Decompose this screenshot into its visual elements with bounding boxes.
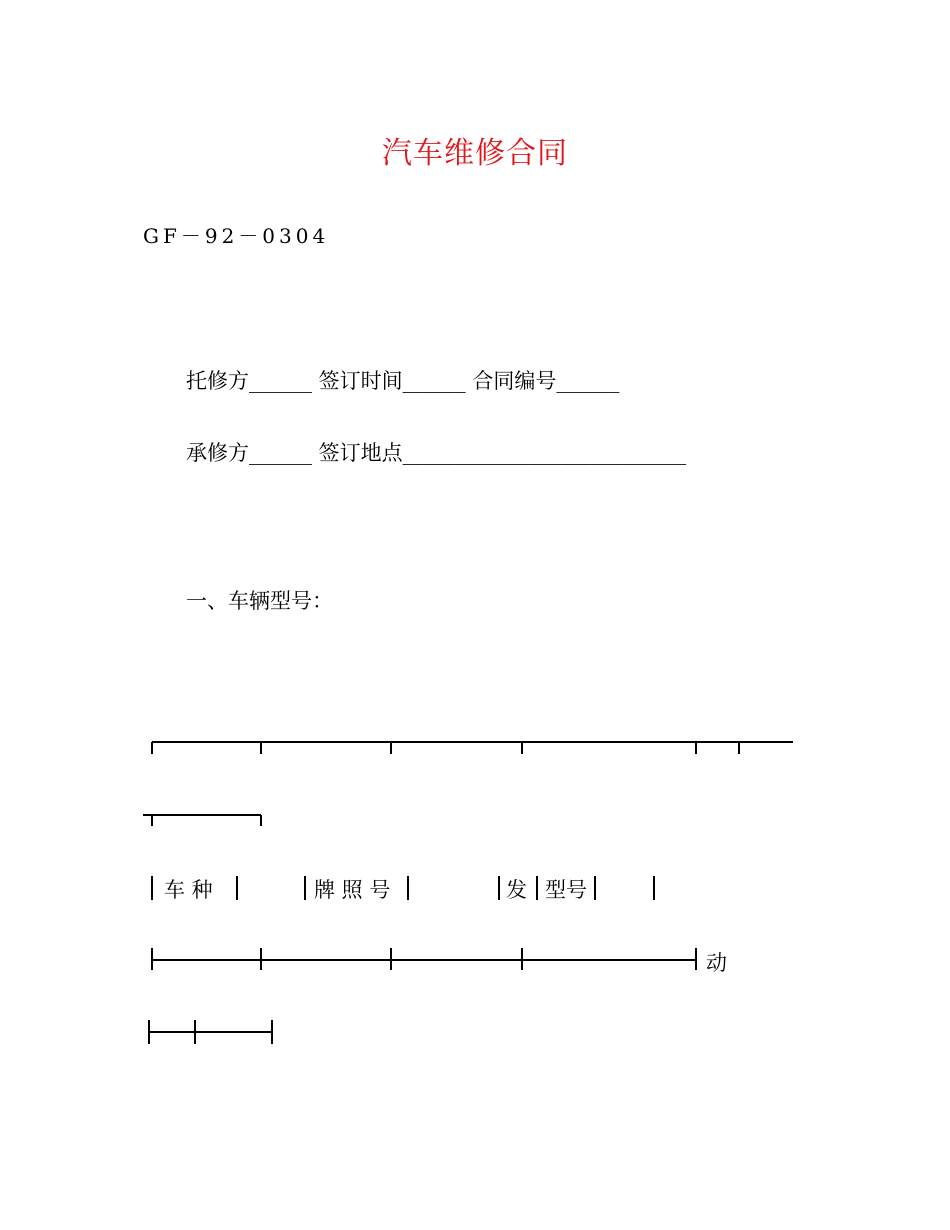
- document-title: 汽车维修合同: [382, 136, 568, 171]
- header-fields-line-1: 托修方______ 签订时间______ 合同编号______: [186, 369, 620, 393]
- cell-engine-char-2: 动: [706, 951, 727, 975]
- cell-plate-number: 牌 照 号: [314, 878, 391, 902]
- table-top-border: [152, 742, 793, 754]
- document-code: GF－92－0304: [143, 224, 330, 248]
- table-top-border-continuation: [143, 815, 261, 826]
- cell-vehicle-type: 车 种: [164, 878, 213, 902]
- table-bottom-border: [152, 948, 696, 970]
- table-bottom-border-continuation: [149, 1020, 272, 1044]
- section-1-heading: 一、车辆型号：: [186, 589, 333, 613]
- cell-engine-model: 型号: [545, 878, 587, 902]
- header-fields-line-2: 承修方______ 签订地点___________________________: [186, 441, 687, 465]
- cell-engine-char-1: 发: [506, 878, 527, 902]
